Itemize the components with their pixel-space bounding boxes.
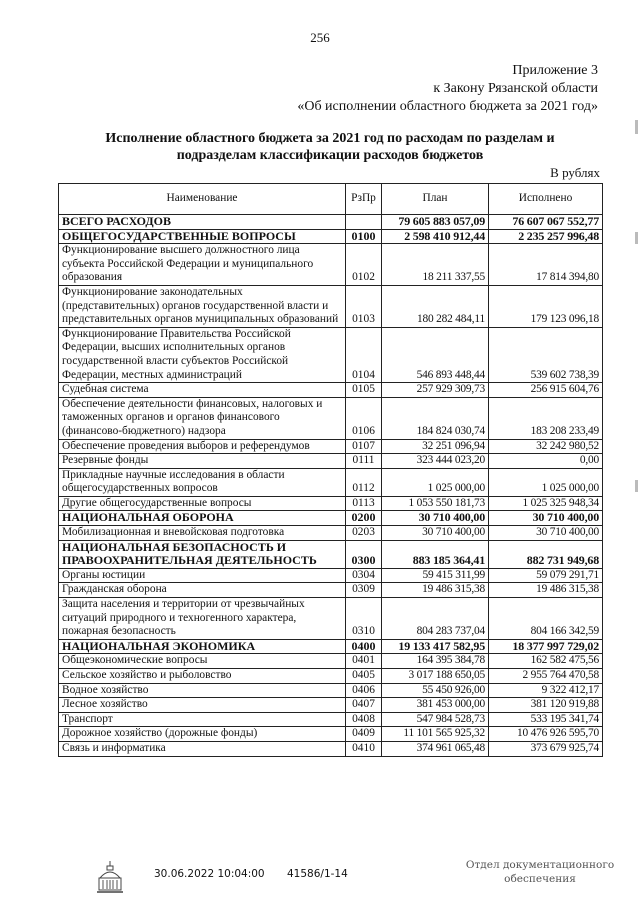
cell-plan: 374 961 065,48 — [382, 741, 489, 756]
cell-done: 2 955 764 470,58 — [489, 669, 603, 684]
cell-plan: 381 453 000,00 — [382, 698, 489, 713]
cell-name: Другие общегосударственные вопросы — [59, 496, 346, 511]
cell-name: НАЦИОНАЛЬНАЯ ОБОРОНА — [59, 511, 346, 526]
cell-code: 0106 — [346, 397, 382, 439]
title-line-1: Исполнение областного бюджета за 2021 год по расходам по разделам и — [105, 131, 555, 146]
table-row — [59, 698, 603, 713]
cell-done: 19 486 315,38 — [489, 583, 603, 598]
cell-code: 0309 — [346, 583, 382, 598]
cell-plan: 180 282 484,11 — [382, 285, 489, 327]
table-row — [59, 683, 603, 698]
cell-code: 0409 — [346, 727, 382, 742]
header-code: РзПр — [346, 184, 382, 215]
table-row — [59, 712, 603, 727]
header-name: Наименование — [59, 184, 346, 215]
appendix-header — [297, 62, 598, 116]
cell-name: ВСЕГО РАСХОДОВ — [59, 215, 346, 230]
cell-code: 0112 — [346, 468, 382, 496]
cell-plan: 30 710 400,00 — [382, 511, 489, 526]
table-row — [59, 397, 603, 439]
cell-code: 0410 — [346, 741, 382, 756]
building-logo-icon — [96, 860, 124, 894]
stamp-datetime: 30.06.2022 10:04:00 — [154, 868, 265, 880]
table-row — [59, 526, 603, 541]
cell-plan: 55 450 926,00 — [382, 683, 489, 698]
cell-done: 30 710 400,00 — [489, 526, 603, 541]
cell-code: 0103 — [346, 285, 382, 327]
cell-plan: 11 101 565 925,32 — [382, 727, 489, 742]
page-footer — [0, 858, 640, 898]
cell-plan: 257 929 309,73 — [382, 383, 489, 398]
cell-plan: 883 185 364,41 — [382, 540, 489, 568]
cell-name: Лесное хозяйство — [59, 698, 346, 713]
cell-done: 179 123 096,18 — [489, 285, 603, 327]
cell-code — [346, 215, 382, 230]
cell-code: 0113 — [346, 496, 382, 511]
cell-code: 0104 — [346, 327, 382, 382]
table-row — [59, 468, 603, 496]
cell-code: 0406 — [346, 683, 382, 698]
cell-done: 183 208 233,49 — [489, 397, 603, 439]
header-done: Исполнено — [489, 184, 603, 215]
document-title — [60, 130, 600, 164]
cell-code: 0100 — [346, 229, 382, 244]
cell-plan: 19 486 315,38 — [382, 583, 489, 598]
cell-plan: 59 415 311,99 — [382, 568, 489, 583]
cell-plan: 18 211 337,55 — [382, 244, 489, 286]
units-label: В рублях — [550, 165, 600, 180]
cell-name: Резервные фонды — [59, 454, 346, 469]
appendix-line-1: Приложение 3 — [512, 63, 598, 78]
cell-name: Защита населения и территории от чрезвычайных ситуаций природного и техногенного характера, пожарная безопасность — [59, 598, 346, 640]
cell-plan: 79 605 883 057,09 — [382, 215, 489, 230]
cell-code: 0405 — [346, 669, 382, 684]
cell-code: 0304 — [346, 568, 382, 583]
budget-table — [58, 183, 603, 757]
scan-mark — [635, 480, 638, 492]
cell-name: Обеспечение проведения выборов и референдумов — [59, 439, 346, 454]
cell-done: 256 915 604,76 — [489, 383, 603, 398]
cell-name: Органы юстиции — [59, 568, 346, 583]
table-row — [59, 244, 603, 286]
cell-code: 0203 — [346, 526, 382, 541]
table-row — [59, 511, 603, 526]
table-row — [59, 285, 603, 327]
table-row — [59, 583, 603, 598]
cell-name: Мобилизационная и вневойсковая подготовка — [59, 526, 346, 541]
cell-code: 0407 — [346, 698, 382, 713]
cell-plan: 546 893 448,44 — [382, 327, 489, 382]
cell-plan: 19 133 417 582,95 — [382, 639, 489, 654]
cell-done: 59 079 291,71 — [489, 568, 603, 583]
scan-mark — [635, 232, 638, 244]
page-number: 256 — [310, 30, 330, 45]
header-plan: План — [382, 184, 489, 215]
cell-name: Сельское хозяйство и рыболовство — [59, 669, 346, 684]
cell-name: Транспорт — [59, 712, 346, 727]
cell-done: 32 242 980,52 — [489, 439, 603, 454]
table-row — [59, 229, 603, 244]
cell-plan: 3 017 188 650,05 — [382, 669, 489, 684]
table-row — [59, 215, 603, 230]
stamp-doc-number: 41586/1-14 — [287, 868, 348, 880]
stamp-department: Отдел документационного обеспечения — [465, 859, 615, 885]
cell-code: 0310 — [346, 598, 382, 640]
cell-code: 0401 — [346, 654, 382, 669]
cell-name: Дорожное хозяйство (дорожные фонды) — [59, 727, 346, 742]
cell-name: Общеэкономические вопросы — [59, 654, 346, 669]
cell-plan: 323 444 023,20 — [382, 454, 489, 469]
table-row — [59, 496, 603, 511]
cell-code: 0200 — [346, 511, 382, 526]
cell-name: НАЦИОНАЛЬНАЯ ЭКОНОМИКА — [59, 639, 346, 654]
cell-done: 882 731 949,68 — [489, 540, 603, 568]
table-row — [59, 741, 603, 756]
cell-done: 804 166 342,59 — [489, 598, 603, 640]
cell-name: Функционирование Правительства Российской Федерации, высших исполнительных органов государственной власти субъектов Российской Федерации, местных администраций — [59, 327, 346, 382]
cell-code: 0105 — [346, 383, 382, 398]
table-row — [59, 540, 603, 568]
cell-code: 0111 — [346, 454, 382, 469]
cell-name: Водное хозяйство — [59, 683, 346, 698]
table-row — [59, 669, 603, 684]
cell-done: 30 710 400,00 — [489, 511, 603, 526]
table-row — [59, 327, 603, 382]
cell-plan: 2 598 410 912,44 — [382, 229, 489, 244]
table-row — [59, 727, 603, 742]
cell-name: ОБЩЕГОСУДАРСТВЕННЫЕ ВОПРОСЫ — [59, 229, 346, 244]
cell-done: 17 814 394,80 — [489, 244, 603, 286]
cell-done: 1 025 000,00 — [489, 468, 603, 496]
scan-mark — [635, 120, 638, 134]
cell-plan: 804 283 737,04 — [382, 598, 489, 640]
cell-done: 9 322 412,17 — [489, 683, 603, 698]
appendix-line-2: к Закону Рязанской области — [433, 81, 598, 96]
appendix-line-3: «Об исполнении областного бюджета за 2021 год» — [297, 99, 598, 114]
cell-name: НАЦИОНАЛЬНАЯ БЕЗОПАСНОСТЬ И ПРАВООХРАНИТЕЛЬНАЯ ДЕЯТЕЛЬНОСТЬ — [59, 540, 346, 568]
cell-done: 76 607 067 552,77 — [489, 215, 603, 230]
cell-name: Гражданская оборона — [59, 583, 346, 598]
cell-plan: 164 395 384,78 — [382, 654, 489, 669]
cell-done: 1 025 325 948,34 — [489, 496, 603, 511]
cell-name: Связь и информатика — [59, 741, 346, 756]
cell-name: Функционирование высшего должностного лица субъекта Российской Федерации и муниципального образования — [59, 244, 346, 286]
cell-done: 0,00 — [489, 454, 603, 469]
table-header-row — [59, 184, 603, 215]
cell-code: 0300 — [346, 540, 382, 568]
cell-plan: 30 710 400,00 — [382, 526, 489, 541]
cell-name: Функционирование законодательных (представительных) органов государственной власти и представительных органов муниципальных образований — [59, 285, 346, 327]
cell-name: Судебная система — [59, 383, 346, 398]
cell-name: Прикладные научные исследования в области общегосударственных вопросов — [59, 468, 346, 496]
cell-code: 0408 — [346, 712, 382, 727]
cell-code: 0107 — [346, 439, 382, 454]
table-row — [59, 568, 603, 583]
cell-plan: 32 251 096,94 — [382, 439, 489, 454]
cell-done: 381 120 919,88 — [489, 698, 603, 713]
cell-done: 539 602 738,39 — [489, 327, 603, 382]
table-row — [59, 383, 603, 398]
table-row — [59, 454, 603, 469]
cell-plan: 1 025 000,00 — [382, 468, 489, 496]
cell-name: Обеспечение деятельности финансовых, налоговых и таможенных органов и органов финансового (финансово-бюджетного) надзора — [59, 397, 346, 439]
table-body — [59, 215, 603, 757]
cell-done: 373 679 925,74 — [489, 741, 603, 756]
cell-plan: 184 824 030,74 — [382, 397, 489, 439]
table-row — [59, 639, 603, 654]
cell-done: 533 195 341,74 — [489, 712, 603, 727]
table-row — [59, 598, 603, 640]
table-row — [59, 654, 603, 669]
cell-done: 162 582 475,56 — [489, 654, 603, 669]
cell-done: 10 476 926 595,70 — [489, 727, 603, 742]
table-row — [59, 439, 603, 454]
cell-plan: 1 053 550 181,73 — [382, 496, 489, 511]
cell-plan: 547 984 528,73 — [382, 712, 489, 727]
cell-code: 0400 — [346, 639, 382, 654]
cell-done: 18 377 997 729,02 — [489, 639, 603, 654]
cell-done: 2 235 257 996,48 — [489, 229, 603, 244]
cell-code: 0102 — [346, 244, 382, 286]
title-line-2: подразделам классификации расходов бюджетов — [176, 148, 484, 163]
